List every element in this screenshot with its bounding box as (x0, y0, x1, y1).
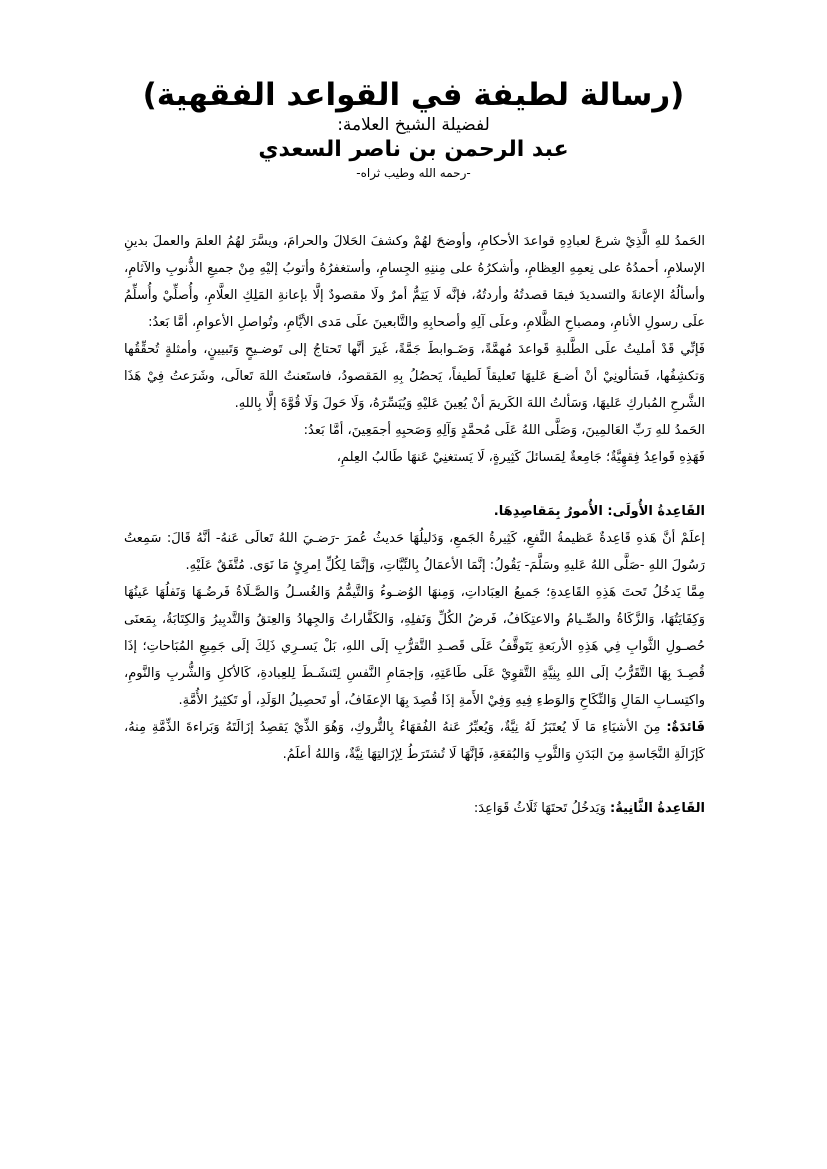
author-blessing: -رحمه الله وطيب ثراه- (356, 166, 471, 180)
section-spacer (124, 768, 705, 795)
document-header (0, 76, 827, 182)
intro-paragraph: فَهَذِهِ قَواعِدُ فِقهِيَّةٌ؛ جَامِعةٌ لِمَسائلَ كَثِيرةٍ، لَا يَستغنِيْ عَنهَا طَالبُ العِلمِ، (336, 450, 705, 465)
rule-2-heading (124, 795, 705, 822)
rule-1-paragraph: مِمَّا يَدخُلُ تَحتَ هَذِهِ القَاعِدةِ؛ جَميعُ العِبَاداتِ، وَمِنهَا الوُضـوءُ وَالتَّيمُّمُ وَالغُسـلُ وَالصَّـلَاةُ فَرضُـهَا وَنَفلُهَا عَينُهَا وَكِفَايَتُهَا، وَالزَّكَاةُ والصِّـيامُ والاعتِكَافُ، فَرضُ الكُلِّ وَنَفلِهِ، وَالكَفَّاراتُ وَالجِهادُ وَالعِتقُ وَالتَّدبِيرُ وَالكِتَابَةُ، بِمَعنَى حُصـولِ الثَّوابِ فِي هَذِهِ الأربَعةِ يَتَوقَّفُ عَلَى قَصـدِ التَّقرُّبِ إلَى اللهِ، بَلْ يَسـرِي ذَلِكَ إلَى جَمِيعِ المُبَاحاتِ؛ إذَا قُصِـدَ بِهَا التَّقَرُّبُ إلَى اللهِ بِنِيَّةِ التَّقوِيْ عَلَى طَاعَتِهِ، وَإجمَامِ النَّفسِ لِتَنشَـطَ لِلعِبادةِ، كَالأكلِ وَالشُّربِ وَالنَّومِ، واكتِسـابِ المَالِ وَالنِّكَاحِ وَالوَطءِ فِيهِ وَفِيْ الأَمةِ إذَا قُصِدَ بِهَا الإعفَافُ، أو تَحصِيلُ الوَلَدِ، أو تَكثِيرُ الأُمَّةِ. (124, 585, 705, 708)
section-spacer (124, 471, 705, 498)
rule-2-heading-label: القَاعِدةُ الثَّانِيةُ: (610, 801, 705, 816)
intro-paragraph: فَإنِّي قَدْ أمليتُ علَى الطَّلبةِ قَواعدَ مُهمَّةً، وَضَـوابطَ جَمَّةً، غَيرَ أنَّها تَحتاجُ إلى تَوضـيحٍ وَتَبيينٍ، وأمثلةٍ تُحقِّقُها وَتكشِفُها، فَسَألونِيْ أنْ أضـعَ عَليهَا تَعليقاً لَطيفاً، يَحصُلُ بِهِ المَقصودُ، فاستَعنتُ اللهَ تَعالَى، وشَرَعتُ فِيْ هَذَا الشَّرحِ المُباركِ عَليهَا، وَسَألتُ اللهَ الكَريمَ أنْ يُعِينَ عَليْهِ وَيُيَسِّرَهُ، وَلَا حَولَ وَلَا قُوَّةَ إلَّا بِاللهِ. (124, 342, 705, 411)
intro-paragraph: الحَمدُ للهِ الَّذِيْ شرعَ لعبادِهِ قواعدَ الأحكامِ، وأوضحَ لهُمْ وكشفَ الحَلالَ والحرامَ، ويسَّرَ لهُمُ العلمَ والعملَ بدينِ الإسلامِ، أحمدُهُ على نِعمِهِ العِظامِ، وأشكرُهُ على مِننِهِ الجِسامِ، وأستغفرُهُ وأتوبُ إليْهِ مِنْ جميعِ الذُّنوبِ والآثامِ، وأسألُهُ الإعانةَ والتسديدَ فيمَا قصدتُهُ وأردتُهُ، فإنَّه لَا يَتِمُّ أمرٌ ولَا مقصودٌ إلَّا بإعانةِ المَلِكِ العلَّامِ، وأُصلِّيْ وأُسلِّمُ علَى رسولِ الأنامِ، ومصباحِ الظَّلامِ، وعلَى آلِهِ وأصحابِهِ والتَّابعينَ علَى مَدى الأيَّامِ، وتُواصلِ الأعوامِ، أمَّا بَعدُ: (124, 234, 705, 330)
rule-1-paragraph: إعلَمْ أنَّ هَذهِ قَاعِدةٌ عَظيمةُ النَّفعِ، كَثِيرةُ الجَمعِ، وَدَليلُهَا حَديثُ عُمرَ -رَضـيَ اللهُ تَعالَى عَنهُ- أنَّهُ قَالَ: سَمِعتُ رَسُولَ اللهِ -صَلَّى اللهُ عَليهِ وسَلَّمَ- يَقُولُ: إنَّمَا الأعمَالُ بِالنِّيَّاتِ، وَإنَّمَا لِكُلِّ اِمرِئٍ مَا نَوَى. مُتَّفَقٌ عَلَيْهِ. (124, 531, 705, 573)
rule-1-benefit (124, 714, 705, 768)
intro-paragraph: الحَمدُ للهِ رَبِّ العَالمِينَ، وَصَلَّى اللهُ عَلَى مُحمَّدٍ وَآلِهِ وَصَحبِهِ أجمَعِينَ، أمَّا بَعدُ: (303, 423, 705, 438)
document-body (124, 228, 705, 822)
author-name: عبد الرحمن بن ناصر السعدي (258, 137, 569, 162)
author-honorific: لفضيلة الشيخ العلامة: (337, 115, 490, 135)
rule-1-heading: القَاعِدةُ الأُولَى: الأُمورُ بِمَقاصِدِهَا. (493, 504, 705, 519)
document-title: (رسالة لطيفة في القواعد الفقهية) (142, 77, 685, 113)
rule-2-heading-text: وَيَدخُلُ تَحتَهَا ثَلَاثُ قَوَاعِدَ: (473, 801, 611, 816)
benefit-label: فَائدَةٌ: (666, 720, 705, 735)
benefit-text: مِنَ الأشيَاءِ مَا لَا يُعتَبَرُ لَهُ نِيَّةٌ، وَيُعبِّرُ عَنهُ الفُقهَاءُ بِالتُّروكِ، وَهُوَ الذِّيْ يَقصِدُ إزَالَتَهُ وَبَراءةَ الذِّمَّةِ مِنهُ، كَإزَالَةِ النَّجَاسةِ مِنَ البَدَنِ وَالثَّوبِ وَالبُقعَةِ، فَإنَّهَا لَا تُشتَرَطُ لِإزَالتِهَا نِيَّةٌ، وَاللهُ أعلَمُ. (124, 720, 705, 762)
